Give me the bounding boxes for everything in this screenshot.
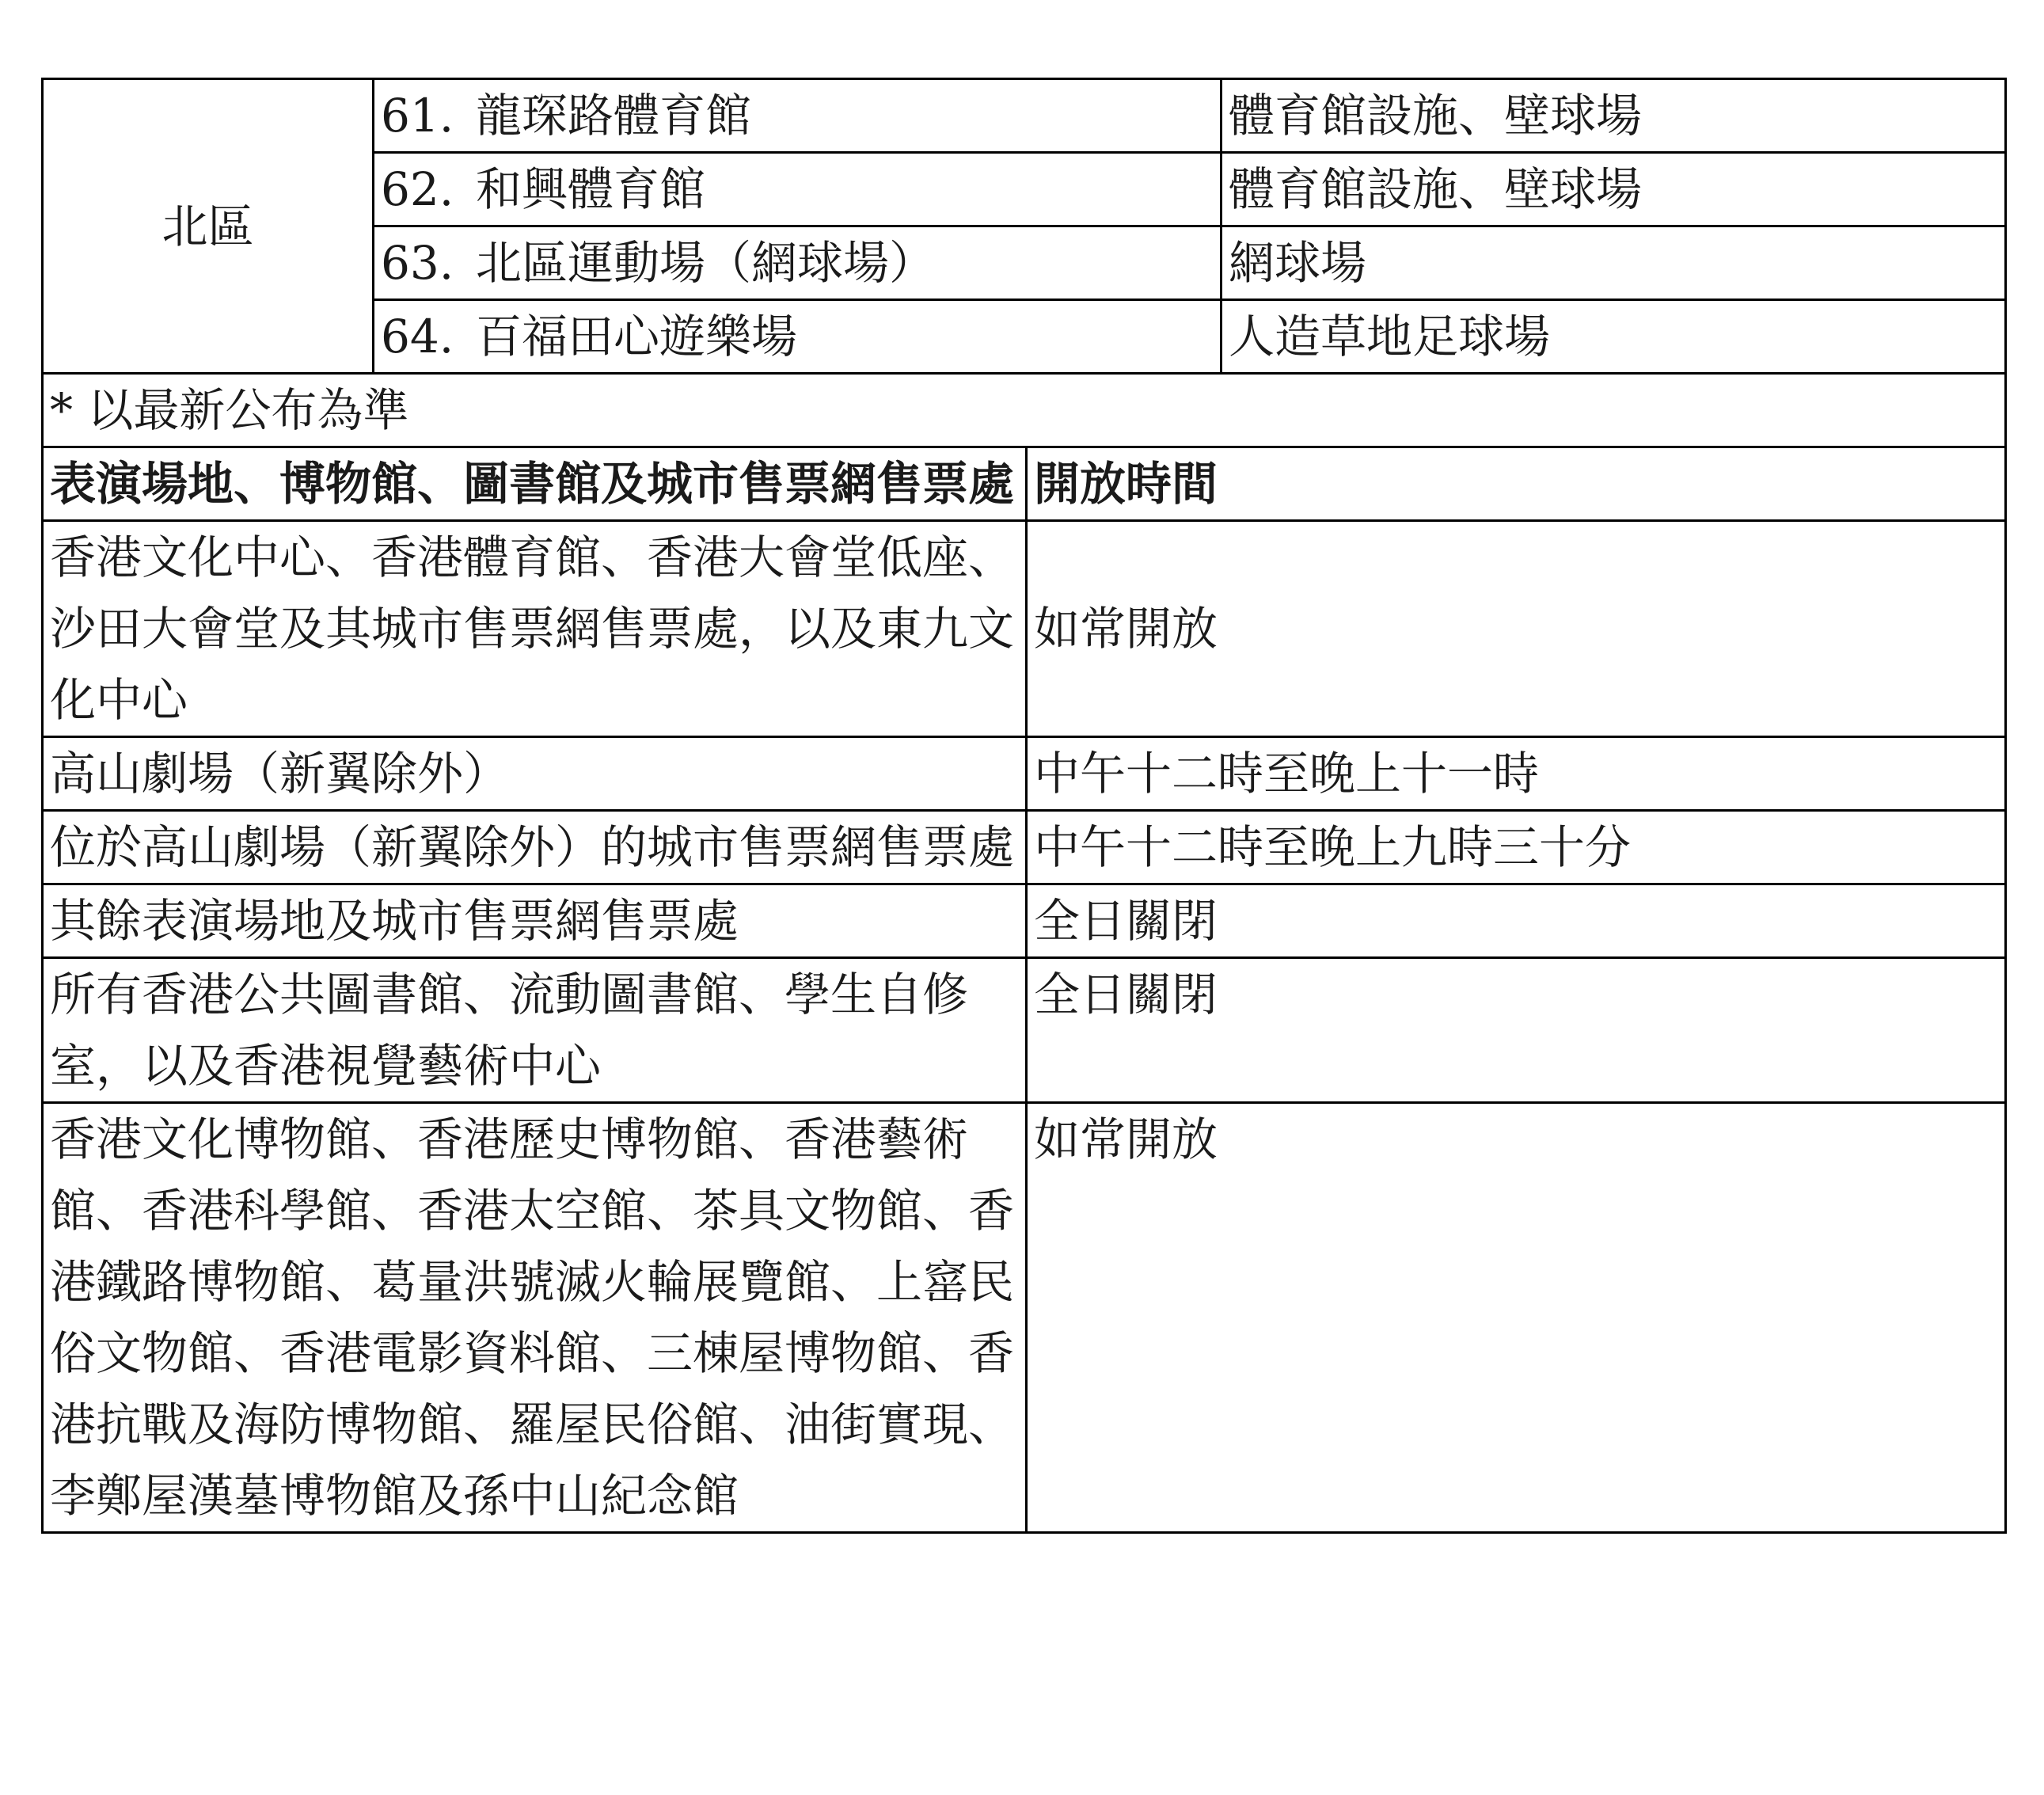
opening-hours-cell: 如常開放 — [1027, 521, 2006, 737]
venue-number: 64. — [381, 310, 454, 363]
opening-hours-cell: 全日關閉 — [1027, 884, 2006, 958]
opening-hours-cell: 如常開放 — [1027, 1103, 2006, 1533]
district-cell: 北區 — [43, 79, 374, 374]
venue-number: 61. — [381, 89, 454, 143]
facilities-cell: 人造草地足球場 — [1221, 300, 2006, 374]
venue-name-cell — [374, 226, 1221, 300]
hours-header-cell: 開放時間 — [1027, 447, 2006, 521]
facilities-cell: 體育館設施、壁球場 — [1221, 153, 2006, 226]
culture-row — [43, 811, 2006, 884]
culture-venue-cell: 香港文化博物館、香港歷史博物館、香港藝術館、香港科學館、香港太空館、茶具文物館、香港鐵路博物館、葛量洪號滅火輪展覽館、上窰民俗文物館、香港電影資料館、三棟屋博物館、香港抗戰及海防博物館、羅屋民俗館、油街實現、李鄭屋漢墓博物館及孫中山紀念館 — [43, 1103, 1027, 1533]
culture-venue-cell: 香港文化中心、香港體育館、香港大會堂低座、沙田大會堂及其城市售票網售票處，以及東九文化中心 — [43, 521, 1027, 737]
facilities-cell: 網球場 — [1221, 226, 2006, 300]
venue-number: 62. — [381, 162, 454, 216]
venue-header-cell: 表演場地、博物館、圖書館及城市售票網售票處 — [43, 447, 1027, 521]
venue-name: 和興體育館 — [476, 162, 706, 216]
culture-row — [43, 958, 2006, 1103]
venue-name: 北區運動場（網球場） — [476, 236, 936, 290]
venue-opening-table — [41, 78, 2007, 1534]
facilities-cell: 體育館設施、壁球場 — [1221, 79, 2006, 153]
culture-venue-cell: 所有香港公共圖書館、流動圖書館、學生自修室，以及香港視覺藝術中心 — [43, 958, 1027, 1103]
venue-name-cell — [374, 79, 1221, 153]
venue-name: 百福田心遊樂場 — [476, 310, 798, 363]
culture-row — [43, 737, 2006, 811]
opening-hours-cell: 中午十二時至晚上十一時 — [1027, 737, 2006, 811]
culture-row — [43, 1103, 2006, 1533]
venue-number: 63. — [381, 236, 454, 290]
venue-name-cell — [374, 153, 1221, 226]
culture-row — [43, 884, 2006, 958]
footnote-row — [43, 374, 2006, 447]
venue-name-cell — [374, 300, 1221, 374]
opening-hours-cell: 中午十二時至晚上九時三十分 — [1027, 811, 2006, 884]
document-sheet — [41, 78, 2004, 1534]
sports-venue-row — [43, 79, 2006, 153]
opening-hours-cell: 全日關閉 — [1027, 958, 2006, 1103]
culture-venue-cell: 其餘表演場地及城市售票網售票處 — [43, 884, 1027, 958]
venue-name: 龍琛路體育館 — [476, 89, 752, 143]
culture-venue-cell: 位於高山劇場（新翼除外）的城市售票網售票處 — [43, 811, 1027, 884]
culture-header-row — [43, 447, 2006, 521]
footnote-cell: * 以最新公布為準 — [43, 374, 2006, 447]
culture-venue-cell: 高山劇場（新翼除外） — [43, 737, 1027, 811]
culture-row — [43, 521, 2006, 737]
